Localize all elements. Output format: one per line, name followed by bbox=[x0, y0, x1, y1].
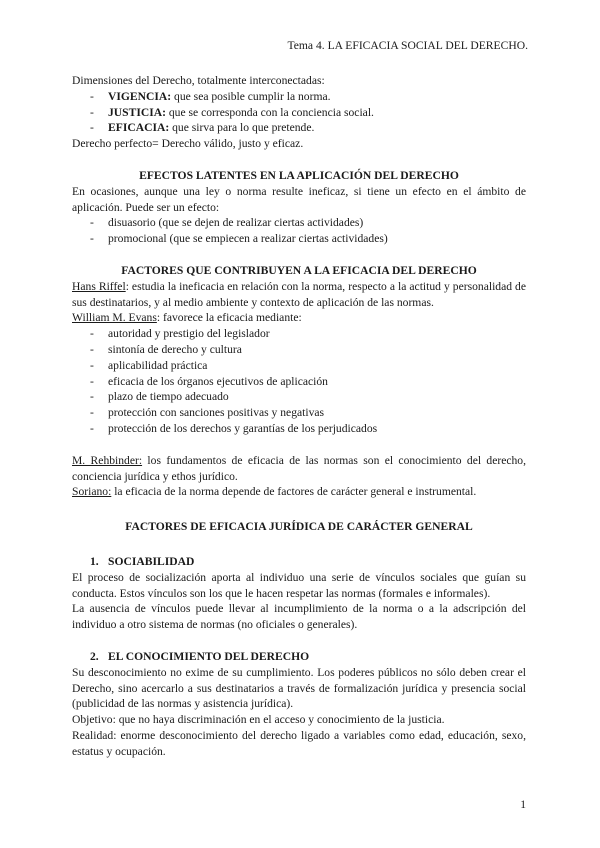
list-item bbox=[72, 105, 526, 121]
definition: que sea posible cumplir la norma. bbox=[171, 89, 331, 103]
subsection-heading-conocimiento bbox=[72, 649, 526, 665]
soriano-paragraph bbox=[72, 484, 526, 500]
author-text: : estudia la ineficacia en relación con la norma, respecto a la actitud y personalidad de sus destinatarios, y al medio ambiente y contexto de aplicación de las normas. bbox=[72, 279, 526, 309]
list-item bbox=[72, 120, 526, 136]
latentes-paragraph: En ocasiones, aunque una ley o norma resulte ineficaz, si tiene un efecto en el ámbito de aplicación. Puede ser un efecto: bbox=[72, 184, 526, 214]
definition: que sirva para lo que pretende. bbox=[169, 121, 315, 135]
rehbinder-paragraph bbox=[72, 453, 526, 485]
list-item: - protección de los derechos y garantías de los perjudicados bbox=[72, 421, 526, 437]
list-item: - promocional (que se empiecen a realizar ciertas actividades) bbox=[72, 231, 526, 247]
list-item: - autoridad y prestigio del legislador bbox=[72, 326, 526, 342]
subsection-number: 1. bbox=[90, 554, 99, 568]
conocimiento-p3: Realidad: enorme desconocimiento del derecho ligado a variables como edad, educación, sexo, estatus y ocupación. bbox=[72, 728, 526, 758]
author-name: Soriano: bbox=[72, 485, 112, 499]
section-heading-factores: FACTORES QUE CONTRIBUYEN A LA EFICACIA DEL DERECHO bbox=[121, 263, 477, 277]
author-name: William M. Evans bbox=[72, 311, 157, 325]
author-name: M. Rehbinder: bbox=[72, 453, 143, 467]
sociabilidad-p2: La ausencia de vínculos puede llevar al incumplimiento de la norma o a la adscripción del individuo a otro sistema de normas (no oficiales o generales). bbox=[72, 602, 526, 632]
intro-closing: Derecho perfecto= Derecho válido, justo y eficaz. bbox=[72, 137, 304, 151]
page-number: 1 bbox=[520, 798, 526, 811]
term: JUSTICIA: bbox=[108, 105, 166, 119]
evans-list bbox=[72, 326, 526, 437]
dimensions-list bbox=[72, 89, 526, 136]
list-item: - aplicabilidad práctica bbox=[72, 358, 526, 374]
author-text: : favorece la eficacia mediante: bbox=[156, 311, 302, 325]
sociabilidad-p1: El proceso de socialización aporta al individuo una serie de vínculos sociales que guían su conducta. Estos vínculos son los que le hacen respetar las normas (formales e informales). bbox=[72, 570, 526, 600]
list-item: - protección con sanciones positivas y negativas bbox=[72, 405, 526, 421]
author-name: Hans Riffel bbox=[72, 279, 126, 293]
subsection-title: EL CONOCIMIENTO DEL DERECHO bbox=[108, 649, 310, 663]
list-item: - disuasorio (que se dejen de realizar ciertas actividades) bbox=[72, 215, 526, 231]
section-heading-latentes: EFECTOS LATENTES EN LA APLICACIÓN DEL DERECHO bbox=[139, 168, 459, 182]
subsection-number: 2. bbox=[90, 649, 99, 663]
list-item bbox=[72, 89, 526, 105]
author-text: los fundamentos de eficacia de las normas son el conocimiento del derecho, conciencia jurídica y ethos jurídico. bbox=[72, 453, 526, 483]
term: EFICACIA: bbox=[108, 121, 170, 135]
intro-lead: Dimensiones del Derecho, totalmente interconectadas: bbox=[72, 74, 325, 87]
list-item: - eficacia de los órganos ejecutivos de aplicación bbox=[72, 374, 526, 390]
page-body bbox=[72, 73, 526, 759]
evans-paragraph bbox=[72, 310, 526, 326]
conocimiento-p2: Objetivo: que no haya discriminación en el acceso y conocimiento de la justicia. bbox=[72, 713, 445, 727]
running-header: Tema 4. LA EFICACIA SOCIAL DEL DERECHO. bbox=[287, 39, 528, 52]
definition: que se corresponda con la conciencia social. bbox=[165, 105, 374, 119]
list-item: - plazo de tiempo adecuado bbox=[72, 389, 526, 405]
section-heading-general: FACTORES DE EFICACIA JURÍDICA DE CARÁCTER GENERAL bbox=[125, 520, 473, 534]
author-text: la eficacia de la norma depende de factores de carácter general e instrumental. bbox=[111, 485, 477, 499]
subsection-title: SOCIABILIDAD bbox=[108, 554, 195, 568]
subsection-heading-sociabilidad bbox=[72, 554, 526, 570]
list-item: - sintonía de derecho y cultura bbox=[72, 342, 526, 358]
conocimiento-p1: Su desconocimiento no exime de su cumplimiento. Los poderes públicos no sólo deben crear el Derecho, sino acercarlo a sus destinatarios a través de formalización jurídica y presencia social (publicidad de las normas y asistencia jurídica). bbox=[72, 665, 526, 711]
latentes-list bbox=[72, 215, 526, 247]
term: VIGENCIA: bbox=[108, 89, 172, 103]
riffel-paragraph bbox=[72, 279, 526, 311]
